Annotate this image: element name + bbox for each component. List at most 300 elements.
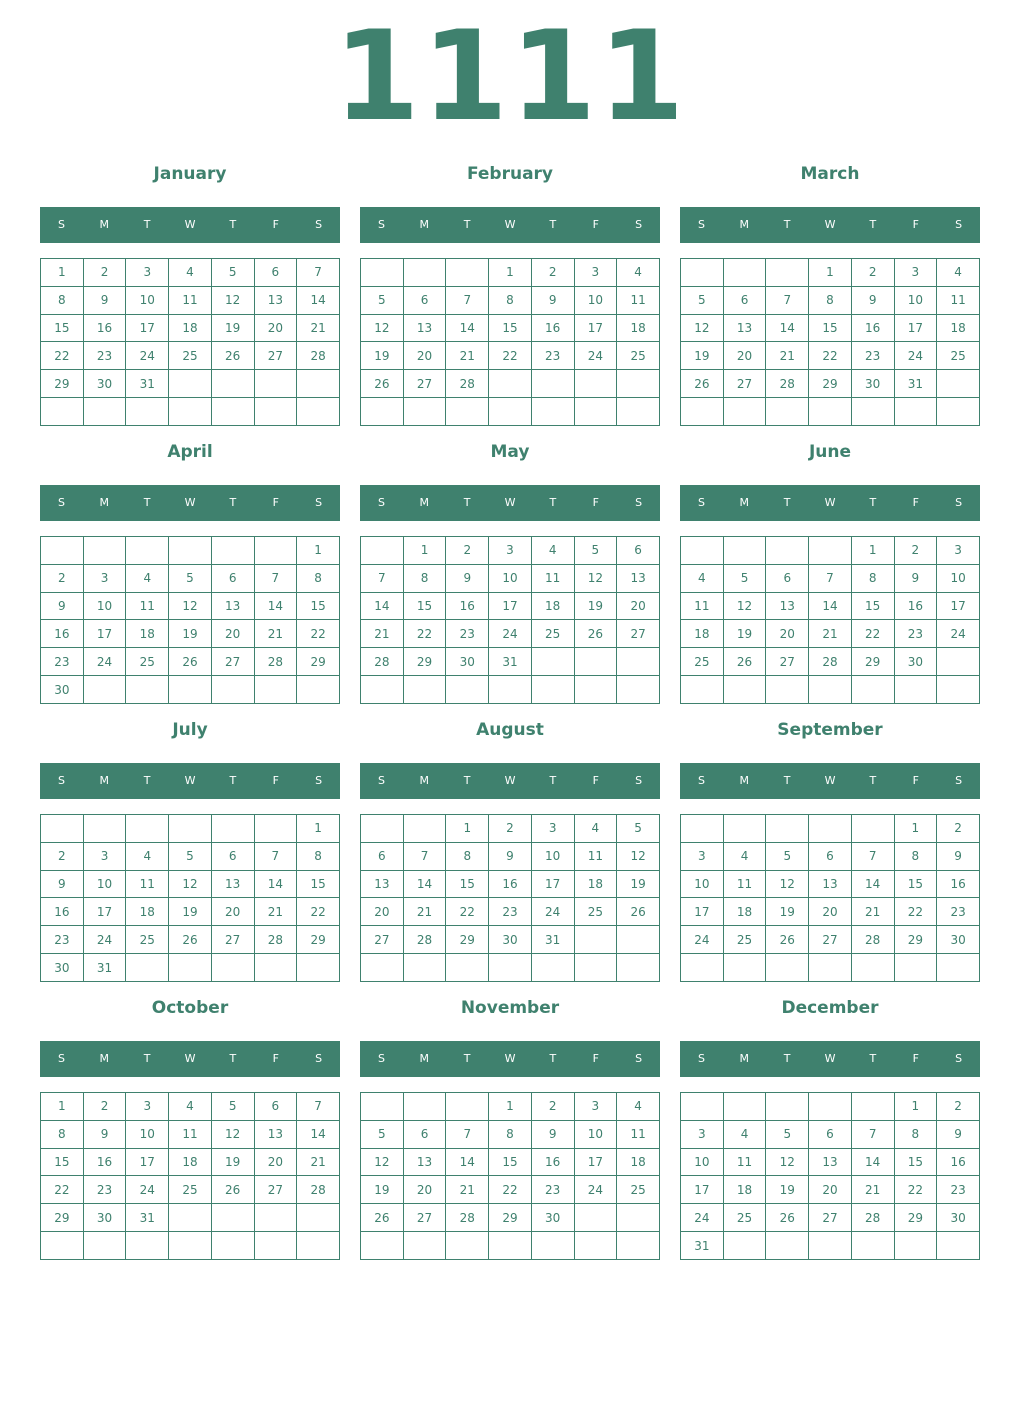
empty-day-cell xyxy=(809,954,852,982)
weekday-label: S xyxy=(315,1052,323,1065)
day-cell: 25 xyxy=(681,648,724,676)
empty-day-cell xyxy=(83,1232,126,1260)
empty-day-cell xyxy=(809,815,852,843)
empty-day-cell xyxy=(126,398,169,426)
weekday-label: T xyxy=(783,774,791,787)
day-grid xyxy=(40,258,340,426)
weekday-label: F xyxy=(592,496,599,509)
week-row xyxy=(361,342,660,370)
week-row xyxy=(41,370,340,398)
week-row xyxy=(41,676,340,704)
day-cell: 26 xyxy=(681,370,724,398)
day-cell: 20 xyxy=(809,1176,852,1204)
week-row xyxy=(361,648,660,676)
weekday-label: W xyxy=(184,218,196,231)
day-cell: 6 xyxy=(403,286,446,314)
day-cell: 19 xyxy=(766,898,809,926)
weekday-label: F xyxy=(592,218,599,231)
empty-day-cell xyxy=(937,954,980,982)
day-cell: 15 xyxy=(297,870,340,898)
empty-day-cell xyxy=(574,676,617,704)
day-cell: 18 xyxy=(937,314,980,342)
day-cell: 23 xyxy=(531,342,574,370)
day-cell: 5 xyxy=(723,564,766,592)
weekday-header xyxy=(680,207,980,243)
day-cell: 27 xyxy=(809,1204,852,1232)
empty-day-cell xyxy=(851,815,894,843)
empty-day-cell xyxy=(937,370,980,398)
week-row xyxy=(41,1093,340,1121)
day-cell: 1 xyxy=(41,259,84,287)
empty-day-cell xyxy=(531,370,574,398)
weekday-label: F xyxy=(912,496,919,509)
day-cell: 2 xyxy=(83,1093,126,1121)
day-cell: 28 xyxy=(403,926,446,954)
week-row xyxy=(361,259,660,287)
empty-day-cell xyxy=(41,537,84,565)
day-grid xyxy=(360,536,660,704)
day-cell: 16 xyxy=(531,314,574,342)
empty-day-cell xyxy=(126,676,169,704)
day-cell: 13 xyxy=(403,314,446,342)
week-row xyxy=(681,870,980,898)
day-cell: 11 xyxy=(617,1120,660,1148)
empty-day-cell xyxy=(254,398,297,426)
day-cell: 2 xyxy=(531,1093,574,1121)
week-row xyxy=(361,1093,660,1121)
day-cell: 30 xyxy=(41,676,84,704)
empty-day-cell xyxy=(297,398,340,426)
day-cell: 7 xyxy=(446,1120,489,1148)
day-cell: 23 xyxy=(41,926,84,954)
empty-day-cell xyxy=(361,1232,404,1260)
day-cell: 20 xyxy=(361,898,404,926)
day-cell: 8 xyxy=(894,1120,937,1148)
weekday-label: S xyxy=(57,496,65,509)
day-cell: 18 xyxy=(617,314,660,342)
weekday-label: M xyxy=(419,774,430,787)
day-cell: 4 xyxy=(126,842,169,870)
day-cell: 7 xyxy=(851,1120,894,1148)
day-cell: 17 xyxy=(681,1176,724,1204)
weekday-label: S xyxy=(377,1052,385,1065)
day-cell: 16 xyxy=(937,870,980,898)
month-title: July xyxy=(172,720,208,740)
day-cell: 26 xyxy=(617,898,660,926)
day-cell: 25 xyxy=(617,342,660,370)
day-cell: 11 xyxy=(126,592,169,620)
empty-day-cell xyxy=(254,815,297,843)
empty-day-cell xyxy=(361,537,404,565)
day-cell: 29 xyxy=(489,1204,532,1232)
empty-day-cell xyxy=(851,1093,894,1121)
day-cell: 23 xyxy=(446,620,489,648)
empty-day-cell xyxy=(851,1232,894,1260)
empty-day-cell xyxy=(41,815,84,843)
week-row xyxy=(681,1148,980,1176)
day-cell: 12 xyxy=(211,1120,254,1148)
empty-day-cell xyxy=(617,1232,660,1260)
day-cell: 15 xyxy=(809,314,852,342)
week-row xyxy=(41,815,340,843)
day-cell: 26 xyxy=(766,1204,809,1232)
weekday-label: S xyxy=(955,1052,963,1065)
day-cell: 18 xyxy=(617,1148,660,1176)
day-cell: 17 xyxy=(574,1148,617,1176)
day-cell: 2 xyxy=(937,1093,980,1121)
day-cell: 31 xyxy=(126,1204,169,1232)
empty-day-cell xyxy=(574,954,617,982)
week-row xyxy=(681,648,980,676)
week-row xyxy=(41,1120,340,1148)
week-row xyxy=(361,286,660,314)
week-row xyxy=(361,815,660,843)
weekday-label: S xyxy=(57,774,65,787)
week-row xyxy=(681,398,980,426)
weekday-label: T xyxy=(463,218,471,231)
weekday-label: S xyxy=(955,774,963,787)
weekday-label: S xyxy=(635,496,643,509)
day-cell: 13 xyxy=(809,1148,852,1176)
empty-day-cell xyxy=(489,954,532,982)
day-cell: 13 xyxy=(766,592,809,620)
day-cell: 6 xyxy=(211,564,254,592)
empty-day-cell xyxy=(83,815,126,843)
day-cell: 23 xyxy=(41,648,84,676)
empty-day-cell xyxy=(617,954,660,982)
day-cell: 1 xyxy=(297,815,340,843)
empty-day-cell xyxy=(446,676,489,704)
day-cell: 18 xyxy=(126,620,169,648)
weekday-label: S xyxy=(57,1052,65,1065)
weekday-label: M xyxy=(99,496,110,509)
day-cell: 20 xyxy=(211,620,254,648)
weekday-label: T xyxy=(549,1052,557,1065)
weekday-label: T xyxy=(143,1052,151,1065)
day-cell: 26 xyxy=(211,342,254,370)
day-cell: 10 xyxy=(574,286,617,314)
day-cell: 8 xyxy=(489,1120,532,1148)
month-july xyxy=(40,714,340,992)
day-cell: 22 xyxy=(403,620,446,648)
empty-day-cell xyxy=(574,398,617,426)
weekday-label: M xyxy=(419,1052,430,1065)
day-cell: 3 xyxy=(937,537,980,565)
empty-day-cell xyxy=(83,398,126,426)
empty-day-cell xyxy=(297,1232,340,1260)
week-row xyxy=(361,537,660,565)
day-cell: 4 xyxy=(574,815,617,843)
week-row xyxy=(41,537,340,565)
day-cell: 29 xyxy=(446,926,489,954)
week-row xyxy=(41,564,340,592)
day-cell: 6 xyxy=(723,286,766,314)
day-cell: 10 xyxy=(126,286,169,314)
month-september xyxy=(680,714,980,992)
weekday-label: F xyxy=(272,496,279,509)
day-cell: 14 xyxy=(446,1148,489,1176)
empty-day-cell xyxy=(617,398,660,426)
weekday-label: T xyxy=(463,774,471,787)
empty-day-cell xyxy=(489,370,532,398)
empty-day-cell xyxy=(254,537,297,565)
week-row xyxy=(681,1176,980,1204)
empty-day-cell xyxy=(681,398,724,426)
weekday-label: S xyxy=(697,774,705,787)
day-cell: 5 xyxy=(617,815,660,843)
empty-day-cell xyxy=(211,537,254,565)
day-cell: 28 xyxy=(851,1204,894,1232)
day-cell: 17 xyxy=(126,314,169,342)
empty-day-cell xyxy=(723,954,766,982)
day-cell: 7 xyxy=(297,1093,340,1121)
day-grid xyxy=(40,1092,340,1260)
month-title: January xyxy=(153,164,227,184)
week-row xyxy=(41,620,340,648)
day-cell: 3 xyxy=(83,564,126,592)
empty-day-cell xyxy=(403,1232,446,1260)
year-title: 1111 xyxy=(333,5,687,149)
day-cell: 22 xyxy=(446,898,489,926)
month-title: October xyxy=(151,998,229,1018)
empty-day-cell xyxy=(851,676,894,704)
week-row xyxy=(41,926,340,954)
day-cell: 4 xyxy=(169,1093,212,1121)
day-cell: 6 xyxy=(254,1093,297,1121)
empty-day-cell xyxy=(681,676,724,704)
empty-day-cell xyxy=(809,398,852,426)
day-cell: 25 xyxy=(574,898,617,926)
weekday-header xyxy=(40,207,340,243)
week-row xyxy=(681,564,980,592)
day-cell: 19 xyxy=(723,620,766,648)
day-cell: 30 xyxy=(41,954,84,982)
weekday-label: T xyxy=(869,1052,877,1065)
week-row xyxy=(361,1232,660,1260)
day-cell: 9 xyxy=(489,842,532,870)
day-cell: 14 xyxy=(254,870,297,898)
day-cell: 8 xyxy=(809,286,852,314)
weekday-label: T xyxy=(229,774,237,787)
weekday-label: F xyxy=(912,774,919,787)
day-grid xyxy=(680,1092,980,1260)
day-cell: 4 xyxy=(723,842,766,870)
empty-day-cell xyxy=(169,815,212,843)
day-cell: 2 xyxy=(446,537,489,565)
weekday-header xyxy=(680,763,980,799)
weekday-label: S xyxy=(377,496,385,509)
day-cell: 30 xyxy=(937,1204,980,1232)
day-cell: 16 xyxy=(489,870,532,898)
day-cell: 4 xyxy=(617,259,660,287)
day-cell: 13 xyxy=(254,286,297,314)
day-cell: 14 xyxy=(851,1148,894,1176)
empty-day-cell xyxy=(894,676,937,704)
weekday-label: M xyxy=(419,218,430,231)
empty-day-cell xyxy=(211,676,254,704)
week-row xyxy=(41,398,340,426)
day-cell: 26 xyxy=(169,926,212,954)
day-cell: 20 xyxy=(403,1176,446,1204)
week-row xyxy=(361,954,660,982)
weekday-label: S xyxy=(377,774,385,787)
day-cell: 29 xyxy=(297,648,340,676)
week-row xyxy=(361,676,660,704)
day-grid xyxy=(680,258,980,426)
week-row xyxy=(681,898,980,926)
day-cell: 20 xyxy=(617,592,660,620)
day-cell: 3 xyxy=(489,537,532,565)
weekday-label: M xyxy=(739,218,750,231)
day-cell: 10 xyxy=(894,286,937,314)
day-cell: 5 xyxy=(361,1120,404,1148)
weekday-label: W xyxy=(504,1052,516,1065)
week-row xyxy=(681,370,980,398)
day-cell: 22 xyxy=(809,342,852,370)
day-cell: 24 xyxy=(83,648,126,676)
day-cell: 13 xyxy=(254,1120,297,1148)
weekday-label: F xyxy=(912,1052,919,1065)
day-cell: 6 xyxy=(617,537,660,565)
day-cell: 19 xyxy=(211,314,254,342)
empty-day-cell xyxy=(169,370,212,398)
day-cell: 9 xyxy=(937,842,980,870)
week-row xyxy=(41,898,340,926)
day-cell: 16 xyxy=(41,620,84,648)
weekday-label: T xyxy=(869,496,877,509)
day-cell: 8 xyxy=(297,842,340,870)
day-cell: 12 xyxy=(361,314,404,342)
day-cell: 20 xyxy=(211,898,254,926)
day-cell: 22 xyxy=(489,1176,532,1204)
weekday-header xyxy=(360,207,660,243)
day-cell: 6 xyxy=(809,1120,852,1148)
week-row xyxy=(41,286,340,314)
day-cell: 9 xyxy=(83,286,126,314)
day-cell: 24 xyxy=(531,898,574,926)
empty-day-cell xyxy=(723,1232,766,1260)
day-cell: 5 xyxy=(361,286,404,314)
week-row xyxy=(681,342,980,370)
weekday-label: T xyxy=(229,218,237,231)
day-cell: 12 xyxy=(723,592,766,620)
day-cell: 23 xyxy=(489,898,532,926)
day-cell: 17 xyxy=(681,898,724,926)
day-cell: 1 xyxy=(41,1093,84,1121)
month-title: June xyxy=(808,442,852,462)
day-cell: 7 xyxy=(254,842,297,870)
day-cell: 30 xyxy=(446,648,489,676)
day-cell: 8 xyxy=(894,842,937,870)
day-cell: 18 xyxy=(531,592,574,620)
day-cell: 26 xyxy=(766,926,809,954)
empty-day-cell xyxy=(361,954,404,982)
day-cell: 9 xyxy=(41,592,84,620)
day-cell: 12 xyxy=(169,870,212,898)
month-title: March xyxy=(800,164,860,184)
day-cell: 21 xyxy=(361,620,404,648)
day-cell: 13 xyxy=(809,870,852,898)
empty-day-cell xyxy=(403,954,446,982)
day-cell: 5 xyxy=(169,842,212,870)
day-cell: 24 xyxy=(126,1176,169,1204)
empty-day-cell xyxy=(809,676,852,704)
week-row xyxy=(361,1176,660,1204)
day-cell: 24 xyxy=(937,620,980,648)
empty-day-cell xyxy=(809,1093,852,1121)
day-cell: 27 xyxy=(723,370,766,398)
day-cell: 29 xyxy=(41,1204,84,1232)
months-grid xyxy=(40,158,980,1270)
day-cell: 8 xyxy=(41,286,84,314)
month-march xyxy=(680,158,980,436)
day-cell: 21 xyxy=(766,342,809,370)
day-cell: 14 xyxy=(766,314,809,342)
day-cell: 20 xyxy=(254,314,297,342)
month-november xyxy=(360,992,660,1270)
day-cell: 5 xyxy=(211,1093,254,1121)
day-cell: 16 xyxy=(937,1148,980,1176)
empty-day-cell xyxy=(851,398,894,426)
empty-day-cell xyxy=(766,1232,809,1260)
weekday-label: W xyxy=(184,774,196,787)
day-cell: 19 xyxy=(617,870,660,898)
day-cell: 21 xyxy=(446,1176,489,1204)
week-row xyxy=(361,314,660,342)
day-grid xyxy=(40,536,340,704)
empty-day-cell xyxy=(681,1093,724,1121)
week-row xyxy=(681,954,980,982)
day-cell: 28 xyxy=(766,370,809,398)
day-cell: 11 xyxy=(126,870,169,898)
weekday-label: W xyxy=(824,1052,836,1065)
week-row xyxy=(361,564,660,592)
empty-day-cell xyxy=(489,676,532,704)
day-cell: 15 xyxy=(489,1148,532,1176)
empty-day-cell xyxy=(681,259,724,287)
day-cell: 16 xyxy=(531,1148,574,1176)
day-cell: 24 xyxy=(489,620,532,648)
day-cell: 6 xyxy=(809,842,852,870)
day-cell: 19 xyxy=(766,1176,809,1204)
day-cell: 3 xyxy=(531,815,574,843)
weekday-header xyxy=(40,1041,340,1077)
weekday-label: F xyxy=(272,1052,279,1065)
empty-day-cell xyxy=(403,259,446,287)
day-cell: 10 xyxy=(83,592,126,620)
empty-day-cell xyxy=(766,676,809,704)
day-cell: 19 xyxy=(361,342,404,370)
day-cell: 10 xyxy=(681,1148,724,1176)
week-row xyxy=(41,648,340,676)
day-cell: 21 xyxy=(297,314,340,342)
day-cell: 21 xyxy=(809,620,852,648)
day-cell: 9 xyxy=(83,1120,126,1148)
day-cell: 9 xyxy=(531,1120,574,1148)
week-row xyxy=(681,592,980,620)
day-cell: 14 xyxy=(297,286,340,314)
day-cell: 23 xyxy=(83,342,126,370)
day-cell: 27 xyxy=(403,370,446,398)
empty-day-cell xyxy=(169,537,212,565)
month-june xyxy=(680,436,980,714)
empty-day-cell xyxy=(169,676,212,704)
day-cell: 11 xyxy=(169,286,212,314)
week-row xyxy=(361,926,660,954)
weekday-label: T xyxy=(143,774,151,787)
weekday-label: S xyxy=(955,218,963,231)
day-cell: 3 xyxy=(574,259,617,287)
